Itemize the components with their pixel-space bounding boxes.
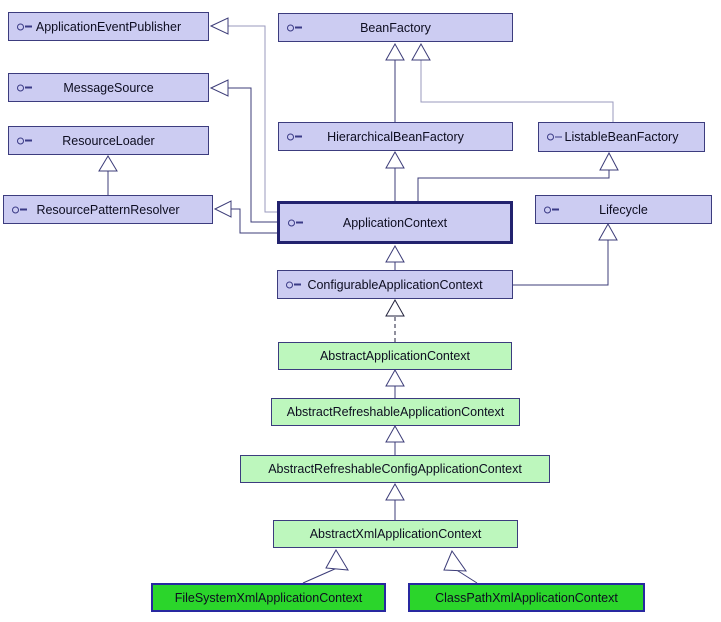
node-label: ApplicationEventPublisher <box>35 19 182 34</box>
node-label: Lifecycle <box>599 202 648 217</box>
interface-lollipop-icon <box>17 83 33 92</box>
node-hierarchical-bean-factory[interactable] <box>278 122 513 151</box>
node-resource-pattern-resolver[interactable] <box>3 195 213 224</box>
arrowhead-lifecycle <box>599 224 617 240</box>
node-label: FileSystemXmlApplicationContext <box>174 590 363 605</box>
node-label: ResourcePatternResolver <box>36 202 180 217</box>
node-lifecycle[interactable] <box>535 195 712 224</box>
node-bean-factory[interactable] <box>278 13 513 42</box>
arrowhead-beanfactory-right <box>412 44 430 60</box>
node-application-context[interactable] <box>277 201 513 244</box>
edge-fsxac-to-axac <box>303 568 337 583</box>
node-label: MessageSource <box>63 80 154 95</box>
node-label: AbstractXmlApplicationContext <box>309 527 482 541</box>
interface-lollipop-icon <box>287 23 303 32</box>
node-abstract-application-context[interactable] <box>278 342 512 370</box>
node-abstract-refreshable-application-context[interactable] <box>271 398 520 426</box>
node-label: HierarchicalBeanFactory <box>327 129 464 144</box>
edge-cac-to-lifecycle <box>513 240 608 285</box>
node-application-event-publisher[interactable] <box>8 12 209 41</box>
node-label: BeanFactory <box>360 20 431 35</box>
arrowhead-hierarchicalbeanfactory <box>386 152 404 168</box>
arrowhead-configurableapplicationcontext <box>386 300 404 316</box>
edge-cpxac-to-axac <box>455 569 477 583</box>
node-listable-bean-factory[interactable] <box>538 122 705 152</box>
arrowhead-listablebeanfactory <box>600 153 618 170</box>
interface-lollipop-icon <box>288 218 304 227</box>
arrowhead-abstractrefreshableconfigapplicationcontext <box>386 484 404 500</box>
arrowhead-abstractrefreshableapplicationcontext <box>386 426 404 442</box>
arrowhead-applicationeventpublisher <box>211 18 228 34</box>
arrowhead-abstractxmlapplicationcontext-left <box>326 550 348 570</box>
node-label: AbstractApplicationContext <box>319 349 471 363</box>
edge-ac-to-aep <box>228 26 277 212</box>
interface-lollipop-icon <box>544 205 560 214</box>
edge-ac-to-rpr <box>231 209 277 233</box>
interface-lollipop-icon <box>287 132 303 141</box>
arrowhead-applicationcontext <box>386 246 404 262</box>
interface-lollipop-icon <box>547 133 563 142</box>
arrowhead-messagesource <box>211 80 228 96</box>
arrowhead-resourceloader <box>99 156 117 171</box>
node-configurable-application-context[interactable] <box>277 270 513 299</box>
node-abstract-refreshable-config-application-context[interactable] <box>240 455 550 483</box>
node-label: ListableBeanFactory <box>564 130 679 144</box>
interface-lollipop-icon <box>286 280 302 289</box>
node-resource-loader[interactable] <box>8 126 209 155</box>
node-abstract-xml-application-context[interactable] <box>273 520 518 548</box>
node-label: ConfigurableApplicationContext <box>307 277 483 292</box>
node-label: ResourceLoader <box>62 133 155 148</box>
interface-lollipop-icon <box>17 136 33 145</box>
node-label: AbstractRefreshableApplicationContext <box>286 405 505 419</box>
arrowhead-beanfactory-left <box>386 44 404 60</box>
arrowhead-abstractapplicationcontext <box>386 370 404 386</box>
node-label: ApplicationContext <box>342 215 448 230</box>
node-label: ClassPathXmlApplicationContext <box>435 590 618 605</box>
node-file-system-xml-application-context[interactable] <box>151 583 386 612</box>
node-message-source[interactable] <box>8 73 209 102</box>
edge-ac-to-ms <box>228 88 277 222</box>
edge-lbf-to-bf <box>421 60 613 122</box>
arrowhead-resourcepatternresolver <box>215 201 231 217</box>
interface-lollipop-icon <box>12 205 28 214</box>
node-label: AbstractRefreshableConfigApplicationContext <box>268 462 522 476</box>
node-class-path-xml-application-context[interactable] <box>408 583 645 612</box>
arrowhead-abstractxmlapplicationcontext-right <box>444 551 466 571</box>
interface-lollipop-icon <box>17 22 33 31</box>
